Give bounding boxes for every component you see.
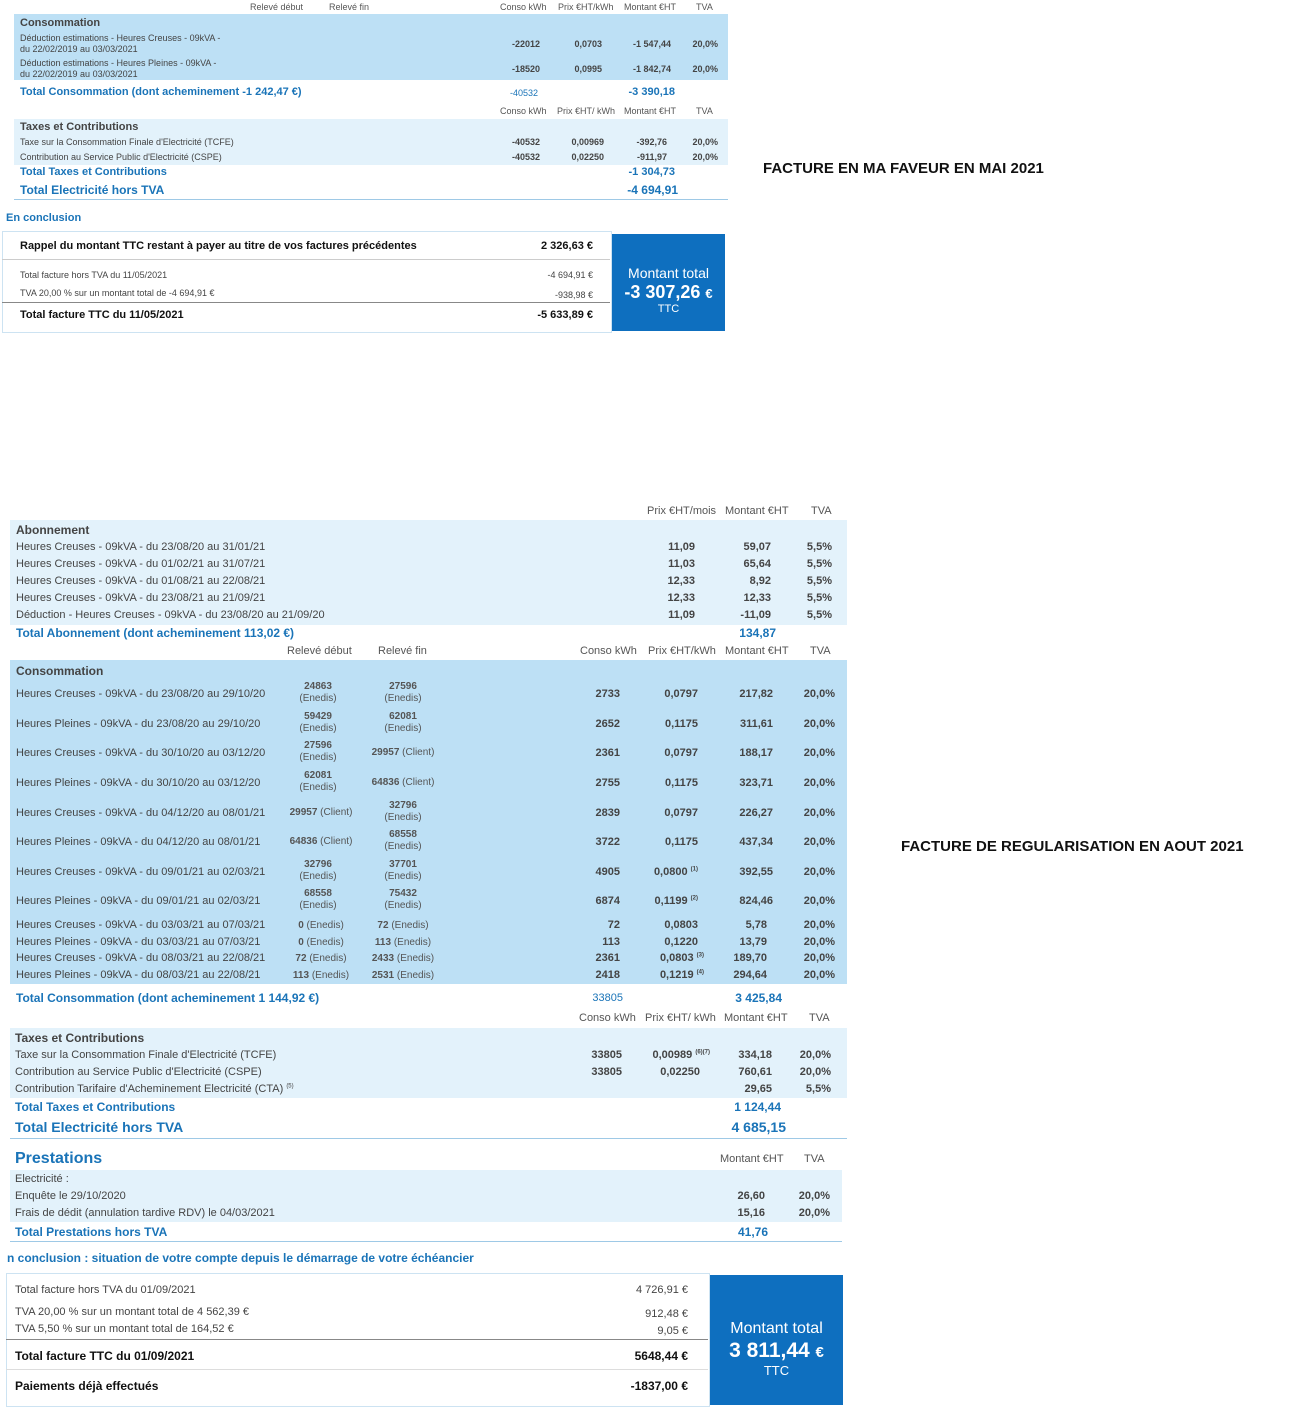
conso-row-releve-debut: 113 (Enedis) — [292, 970, 350, 981]
conso-row-label: Heures Pleines - 09kVA - du 08/03/21 au 22/08/21 — [16, 969, 261, 981]
taxes-title: Taxes et Contributions — [20, 121, 139, 133]
conso-row-tva: 20,0% — [803, 777, 835, 789]
tva55-label: TVA 5,50 % sur un montant total de 164,52 € — [15, 1323, 234, 1335]
header-releve-fin: Relevé fin — [329, 2, 370, 12]
conso-row-montant: 311,61 — [739, 718, 773, 730]
header-conso: Conso kWh — [580, 645, 637, 657]
conso-row-montant: -1 842,74 — [632, 64, 671, 74]
total-elec-montant: -4 694,91 — [627, 183, 678, 197]
abo-row-tva: 5,5% — [806, 575, 832, 587]
conso-row-tva: 20,0% — [803, 807, 835, 819]
abo-row-label: Déduction - Heures Creuses - 09kVA - du 23/08/20 au 21/09/20 — [16, 609, 325, 621]
tax-row-montant: 29,65 — [744, 1083, 772, 1095]
conso-row-label: Heures Pleines - 09kVA - du 03/03/21 au 07/03/21 — [16, 936, 261, 948]
header2-prix: Prix €HT/ kWh — [557, 106, 616, 116]
conso-row-releve-fin: 62081 (Enedis) — [384, 711, 422, 734]
conso-row-label: Heures Pleines - 09kVA - du 04/12/20 au 08/01/21 — [16, 836, 261, 848]
conso-title: Consommation — [20, 17, 101, 29]
conso-row-releve-debut: 27596 (Enedis) — [299, 740, 337, 763]
abo-row-label: Heures Creuses - 09kVA - du 01/08/21 au 22/08/21 — [16, 575, 266, 587]
conso-row-montant: 294,64 — [733, 969, 767, 981]
total-prest-montant: 41,76 — [737, 1225, 768, 1239]
conso-row-prix: 0,0800 $^{(1)}$ — [653, 866, 698, 878]
conso-row-releve-fin: 37701 (Enedis) — [384, 859, 422, 882]
taxes-row-montant: -392,76 — [636, 137, 667, 147]
conso-row-montant: 217,82 — [739, 688, 773, 700]
abo-title: Abonnement — [16, 523, 90, 537]
conso-row-releve-debut: 62081 (Enedis) — [299, 770, 337, 793]
tva-label: TVA 20,00 % sur un montant total de -4 694,91 € — [20, 288, 215, 298]
total-conso-kwh: -40532 — [510, 88, 539, 98]
conclusion-title: En conclusion — [6, 212, 82, 224]
prest-row-label: Enquête le 29/10/2020 — [15, 1190, 126, 1202]
conso-row-prix: 0,0803 — [664, 919, 698, 931]
montant-total-amount: -3 307,26 € — [624, 282, 713, 302]
conso-row-prix: 0,1175 — [664, 777, 698, 789]
conso-row-releve-fin: 32796 (Enedis) — [384, 800, 422, 823]
conso-row-label: Heures Pleines - 09kVA - du 30/10/20 au 03/12/20 — [16, 777, 261, 789]
conso-row-releve-debut: 64836 (Client) — [289, 836, 353, 847]
header-top-montant: Montant €HT — [725, 505, 789, 516]
divider — [10, 1241, 842, 1242]
abo-row-prix: 12,33 — [667, 575, 695, 587]
conso-row-releve-fin: 64836 (Client) — [371, 777, 435, 788]
conso-row-conso: 4905 — [595, 866, 620, 878]
conso-row-releve-debut: 59429 (Enedis) — [299, 711, 337, 734]
conso-row-montant: 392,55 — [739, 866, 773, 878]
abo-row-montant: 65,64 — [743, 558, 771, 570]
conso-row-prix: 0,1175 — [664, 836, 698, 848]
taxes-row-label: Taxe sur la Consommation Finale d'Electricité (TCFE) — [20, 137, 234, 147]
total-conso-label: Total Consommation (dont acheminement -1 242,47 €) — [20, 86, 302, 98]
conso-row-montant: 323,71 — [739, 777, 773, 789]
prestations-title: Prestations — [15, 1150, 103, 1167]
tax-row-prix: 0,00989 $^{(6)(7)}$ — [652, 1049, 710, 1061]
tva20-value: 912,48 € — [645, 1308, 688, 1320]
total-ttc-value: 5648,44 € — [634, 1349, 688, 1363]
total-taxes-label: Total Taxes et Contributions — [15, 1100, 176, 1114]
prest-row-tva: 20,0% — [798, 1190, 830, 1202]
divider — [2, 302, 610, 303]
conso-row-conso: 2839 — [595, 807, 620, 819]
conso-row-tva: 20,0% — [803, 836, 835, 848]
total-ht-value: 4 726,91 € — [636, 1284, 688, 1296]
conso-row-conso: 2652 — [595, 718, 620, 730]
conso-row-montant: 188,17 — [739, 747, 773, 759]
prest-row-montant: 26,60 — [737, 1190, 765, 1202]
abo-row-tva: 5,5% — [806, 558, 832, 570]
conso-row-tva: 20,0% — [803, 919, 835, 931]
rappel-value: 2 326,63 € — [541, 240, 593, 252]
conso-row-tva: 20,0% — [803, 688, 835, 700]
paiements-label: Paiements déjà effectués — [15, 1379, 159, 1393]
header2-conso: Conso kWh — [579, 1012, 636, 1024]
conso-row-montant: 13,79 — [739, 936, 767, 948]
header-conso: Conso kWh — [500, 2, 547, 12]
conso-row-releve-fin: 2433 (Enedis) — [371, 953, 435, 964]
total-abo-label: Total Abonnement (dont acheminement 113,02 €) — [16, 626, 295, 640]
conso-row-tva: 20,0% — [692, 64, 718, 74]
conso-row-label: Heures Creuses - 09kVA - du 03/03/21 au 07/03/21 — [16, 919, 266, 931]
conso-row-prix: 0,1219 $^{(4)}$ — [659, 969, 704, 981]
conso-row-conso: -18520 — [511, 64, 540, 74]
taxes-row-conso: -40532 — [511, 137, 540, 147]
total-conso-montant: 3 425,84 — [735, 991, 782, 1005]
conso-row-releve-fin: 27596 (Enedis) — [384, 681, 422, 704]
total-elec-label: Total Electricité hors TVA — [20, 183, 165, 197]
montant-total-box — [612, 234, 725, 331]
total-elec-montant: 4 685,15 — [731, 1119, 786, 1135]
total-taxes-montant: 1 124,44 — [734, 1100, 781, 1114]
conso-row-tva: 20,0% — [692, 39, 718, 49]
conso-row-conso: 72 — [607, 919, 620, 931]
conso-row-tva: 20,0% — [803, 969, 835, 981]
total-ht-value: -4 694,91 € — [547, 270, 593, 280]
abo-row-montant: 59,07 — [743, 541, 771, 553]
montant-total-ttc: TTC — [763, 1363, 790, 1378]
abo-row-prix: 11,09 — [668, 609, 695, 621]
header-releve-debut: Relevé début — [250, 2, 304, 12]
conso-row-label: Heures Pleines - 09kVA - du 23/08/20 au 29/10/20 — [16, 718, 261, 730]
taxes-row-prix: 0,02250 — [571, 152, 604, 162]
prest-header-montant: Montant €HT — [720, 1153, 784, 1165]
taxes-row-conso: -40532 — [511, 152, 540, 162]
taxes-row-montant: -911,97 — [636, 152, 667, 162]
conso-row-montant: 189,70 — [733, 952, 767, 964]
conso-row-label: Heures Pleines - 09kVA - du 09/01/21 au 02/03/21 — [16, 895, 261, 907]
header-prix: Prix €HT/kWh — [648, 645, 716, 657]
conso-row-tva: 20,0% — [803, 747, 835, 759]
header-top-clipped — [640, 502, 850, 516]
total-prest-label: Total Prestations hors TVA — [15, 1225, 168, 1239]
header-top-prix: Prix €HT/mois — [647, 505, 717, 516]
tax-row-prix: 0,02250 — [660, 1066, 700, 1078]
total-conso-kwh: 33805 — [592, 992, 623, 1004]
tva20-label: TVA 20,00 % sur un montant total de 4 562,39 € — [15, 1306, 250, 1318]
total-taxes-label: Total Taxes et Contributions — [20, 166, 167, 178]
header-top-tva: TVA — [811, 505, 832, 516]
conso-row-prix: 0,1175 — [664, 718, 698, 730]
conso-row-releve-debut: 68558 (Enedis) — [299, 888, 337, 911]
conso-row-prix: 0,0797 — [664, 807, 698, 819]
montant-total-box — [710, 1275, 843, 1405]
conso-row-prix: 0,1199 $^{(2)}$ — [654, 895, 698, 907]
montant-total-amount: 3 811,44 € — [729, 1339, 824, 1362]
tva55-value: 9,05 € — [657, 1325, 688, 1337]
abo-row-tva: 5,5% — [806, 541, 832, 553]
total-ttc-label: Total facture TTC du 11/05/2021 — [20, 309, 184, 321]
conso-row-montant: 226,27 — [739, 807, 773, 819]
tax-row-montant: 760,61 — [738, 1066, 772, 1078]
conso-row-label: Déduction estimations - Heures Pleines - 09kVA - du 22/02/2019 au 03/03/2021 — [20, 58, 217, 79]
total-elec-label: Total Electricité hors TVA — [15, 1119, 184, 1135]
header2-tva: TVA — [809, 1012, 830, 1024]
conso-row-tva: 20,0% — [803, 718, 835, 730]
conso-row-releve-debut: 24863 (Enedis) — [299, 681, 337, 704]
header2-tva: TVA — [696, 106, 713, 116]
conso-title: Consommation — [16, 664, 104, 678]
conso-row-releve-debut: 29957 (Client) — [289, 807, 353, 818]
abo-row-montant: -11,09 — [740, 609, 771, 621]
header-montant: Montant €HT — [624, 2, 677, 12]
abo-row-tva: 5,5% — [806, 592, 832, 604]
conso-row-releve-fin: 2531 (Enedis) — [371, 970, 435, 981]
conso-row-releve-debut: 72 (Enedis) — [295, 953, 347, 964]
prest-row-label: Frais de dédit (annulation tardive RDV) le 04/03/2021 — [15, 1207, 275, 1219]
prest-row-montant: 15,16 — [737, 1207, 765, 1219]
total-ttc-label: Total facture TTC du 01/09/2021 — [15, 1349, 195, 1363]
conso-row-label: Heures Creuses - 09kVA - du 30/10/20 au 03/12/20 — [16, 747, 266, 759]
tax-row-tva: 20,0% — [799, 1066, 831, 1078]
conso-row-montant: 437,34 — [739, 836, 773, 848]
conso-row-conso: 2733 — [595, 688, 620, 700]
tva-value: -938,98 € — [554, 290, 593, 300]
conso-row-prix: 0,1220 — [664, 936, 698, 948]
conso-row-label: Heures Creuses - 09kVA - du 04/12/20 au 08/01/21 — [16, 807, 266, 819]
tax-row-tva: 20,0% — [799, 1049, 831, 1061]
abo-row-montant: 12,33 — [743, 592, 771, 604]
conso-row-releve-fin: 68558 (Enedis) — [384, 829, 422, 852]
note-may: FACTURE EN MA FAVEUR EN MAI 2021 — [763, 160, 1044, 177]
header-tva: TVA — [696, 2, 713, 12]
taxes-row-tva: 20,0% — [692, 137, 718, 147]
tax-row-montant: 334,18 — [738, 1049, 772, 1061]
conso-row-tva: 20,0% — [803, 936, 835, 948]
header2-conso: Conso kWh — [500, 106, 547, 116]
conso-row-releve-debut: 0 (Enedis) — [298, 920, 344, 931]
abo-row-label: Heures Creuses - 09kVA - du 01/02/21 au 31/07/21 — [16, 558, 266, 570]
divider — [6, 1369, 708, 1370]
divider — [6, 1339, 708, 1340]
taxes-row-tva: 20,0% — [692, 152, 718, 162]
header2-montant: Montant €HT — [624, 106, 677, 116]
rappel-label: Rappel du montant TTC restant à payer au titre de vos factures précédentes — [20, 240, 417, 252]
prest-row-tva: 20,0% — [798, 1207, 830, 1219]
abo-row-label: Heures Creuses - 09kVA - du 23/08/21 au 21/09/21 — [16, 592, 266, 604]
total-ht-label: Total facture hors TVA du 01/09/2021 — [15, 1284, 196, 1296]
total-ttc-value: -5 633,89 € — [537, 309, 593, 321]
conso-row-prix: 0,0797 — [664, 688, 698, 700]
total-conso-montant: -3 390,18 — [628, 86, 675, 98]
header-montant: Montant €HT — [725, 645, 789, 657]
taxes-row-label: Contribution au Service Public d'Electricité (CSPE) — [20, 152, 222, 162]
note-august: FACTURE DE REGULARISATION EN AOUT 2021 — [901, 838, 1244, 855]
divider — [14, 199, 728, 200]
conso-row-label: Heures Creuses - 09kVA - du 23/08/20 au 29/10/20 — [16, 688, 266, 700]
conso-row-releve-fin: 113 (Enedis) — [374, 937, 432, 948]
conso-row-releve-fin: 75432 (Enedis) — [384, 888, 422, 911]
conso-row-releve-fin: 72 (Enedis) — [377, 920, 429, 931]
conso-row-tva: 20,0% — [803, 895, 835, 907]
total-abo-montant: 134,87 — [739, 626, 776, 640]
conso-row-conso: 2418 — [595, 969, 620, 981]
total-taxes-montant: -1 304,73 — [628, 166, 675, 178]
montant-total-label: Montant total — [628, 265, 709, 281]
header-releve-debut: Relevé début — [287, 645, 352, 657]
conso-row-conso: 6874 — [595, 895, 620, 907]
conso-row-conso: 113 — [602, 936, 620, 948]
total-conso-label: Total Consommation (dont acheminement 1 144,92 €) — [16, 991, 320, 1005]
abo-row-prix: 11,09 — [668, 541, 695, 553]
conso-row-conso: 3722 — [595, 836, 620, 848]
conso-row-conso: 2361 — [595, 952, 620, 964]
total-ht-label: Total facture hors TVA du 11/05/2021 — [20, 270, 168, 280]
abo-row-prix: 12,33 — [667, 592, 695, 604]
tax-row-label: Contribution au Service Public d'Electricité (CSPE) — [15, 1066, 262, 1078]
prest-header-tva: TVA — [804, 1153, 825, 1165]
header-tva: TVA — [810, 645, 831, 657]
conso-row-montant: -1 547,44 — [632, 39, 671, 49]
header-prix: Prix €HT/kWh — [558, 2, 614, 12]
tax-row-conso: 33805 — [591, 1066, 622, 1078]
taxes-row-prix: 0,00969 — [571, 137, 604, 147]
header2-montant: Montant €HT — [724, 1012, 788, 1024]
tax-row-label: Contribution Tarifaire d'Acheminement Electricité (CTA) $^{(5)}$ — [15, 1083, 294, 1095]
conso-row-montant: 5,78 — [745, 919, 767, 931]
conso-row-tva: 20,0% — [803, 866, 835, 878]
tax-row-label: Taxe sur la Consommation Finale d'Electricité (TCFE) — [15, 1049, 277, 1061]
conclusion-title: n conclusion : situation de votre compte depuis le démarrage de votre échéancier — [7, 1251, 474, 1265]
conso-row-tva: 20,0% — [803, 952, 835, 964]
conso-row-montant: 824,46 — [739, 895, 773, 907]
prest-row-label: Electricité : — [15, 1173, 69, 1185]
abo-row-tva: 5,5% — [806, 609, 832, 621]
conso-row-label: Heures Creuses - 09kVA - du 09/01/21 au 02/03/21 — [16, 866, 266, 878]
header2-prix: Prix €HT/ kWh — [645, 1012, 716, 1024]
conso-row-prix: 0,0797 — [664, 747, 698, 759]
conso-row-releve-fin: 29957 (Client) — [371, 747, 435, 758]
conso-row-prix: 0,0995 — [574, 64, 602, 74]
conso-row-prix: 0,0803 $^{(3)}$ — [659, 952, 704, 964]
paiements-value: -1837,00 € — [630, 1379, 688, 1393]
conso-row-conso: 2755 — [595, 777, 620, 789]
conso-row-releve-debut: 0 (Enedis) — [298, 937, 344, 948]
conso-row-prix: 0,0703 — [574, 39, 602, 49]
divider — [2, 259, 610, 260]
tax-row-tva: 5,5% — [805, 1083, 831, 1095]
header-releve-fin: Relevé fin — [378, 645, 427, 657]
montant-total-label: Montant total — [730, 1320, 823, 1337]
divider — [10, 1138, 847, 1139]
abo-row-label: Heures Creuses - 09kVA - du 23/08/20 au 31/01/21 — [16, 541, 266, 553]
conso-row-releve-debut: 32796 (Enedis) — [299, 859, 337, 882]
tax-row-conso: 33805 — [591, 1049, 622, 1061]
conso-row-label: Heures Creuses - 09kVA - du 08/03/21 au 22/08/21 — [16, 952, 266, 964]
conso-row-conso: 2361 — [595, 747, 620, 759]
conso-row-conso: -22012 — [511, 39, 540, 49]
abo-row-montant: 8,92 — [749, 575, 771, 587]
montant-total-ttc: TTC — [657, 303, 680, 315]
conso-row-label: Déduction estimations - Heures Creuses - 09kVA - du 22/02/2019 au 03/03/2021 — [20, 33, 221, 54]
abo-row-prix: 11,03 — [668, 558, 695, 570]
taxes-title: Taxes et Contributions — [15, 1031, 145, 1045]
